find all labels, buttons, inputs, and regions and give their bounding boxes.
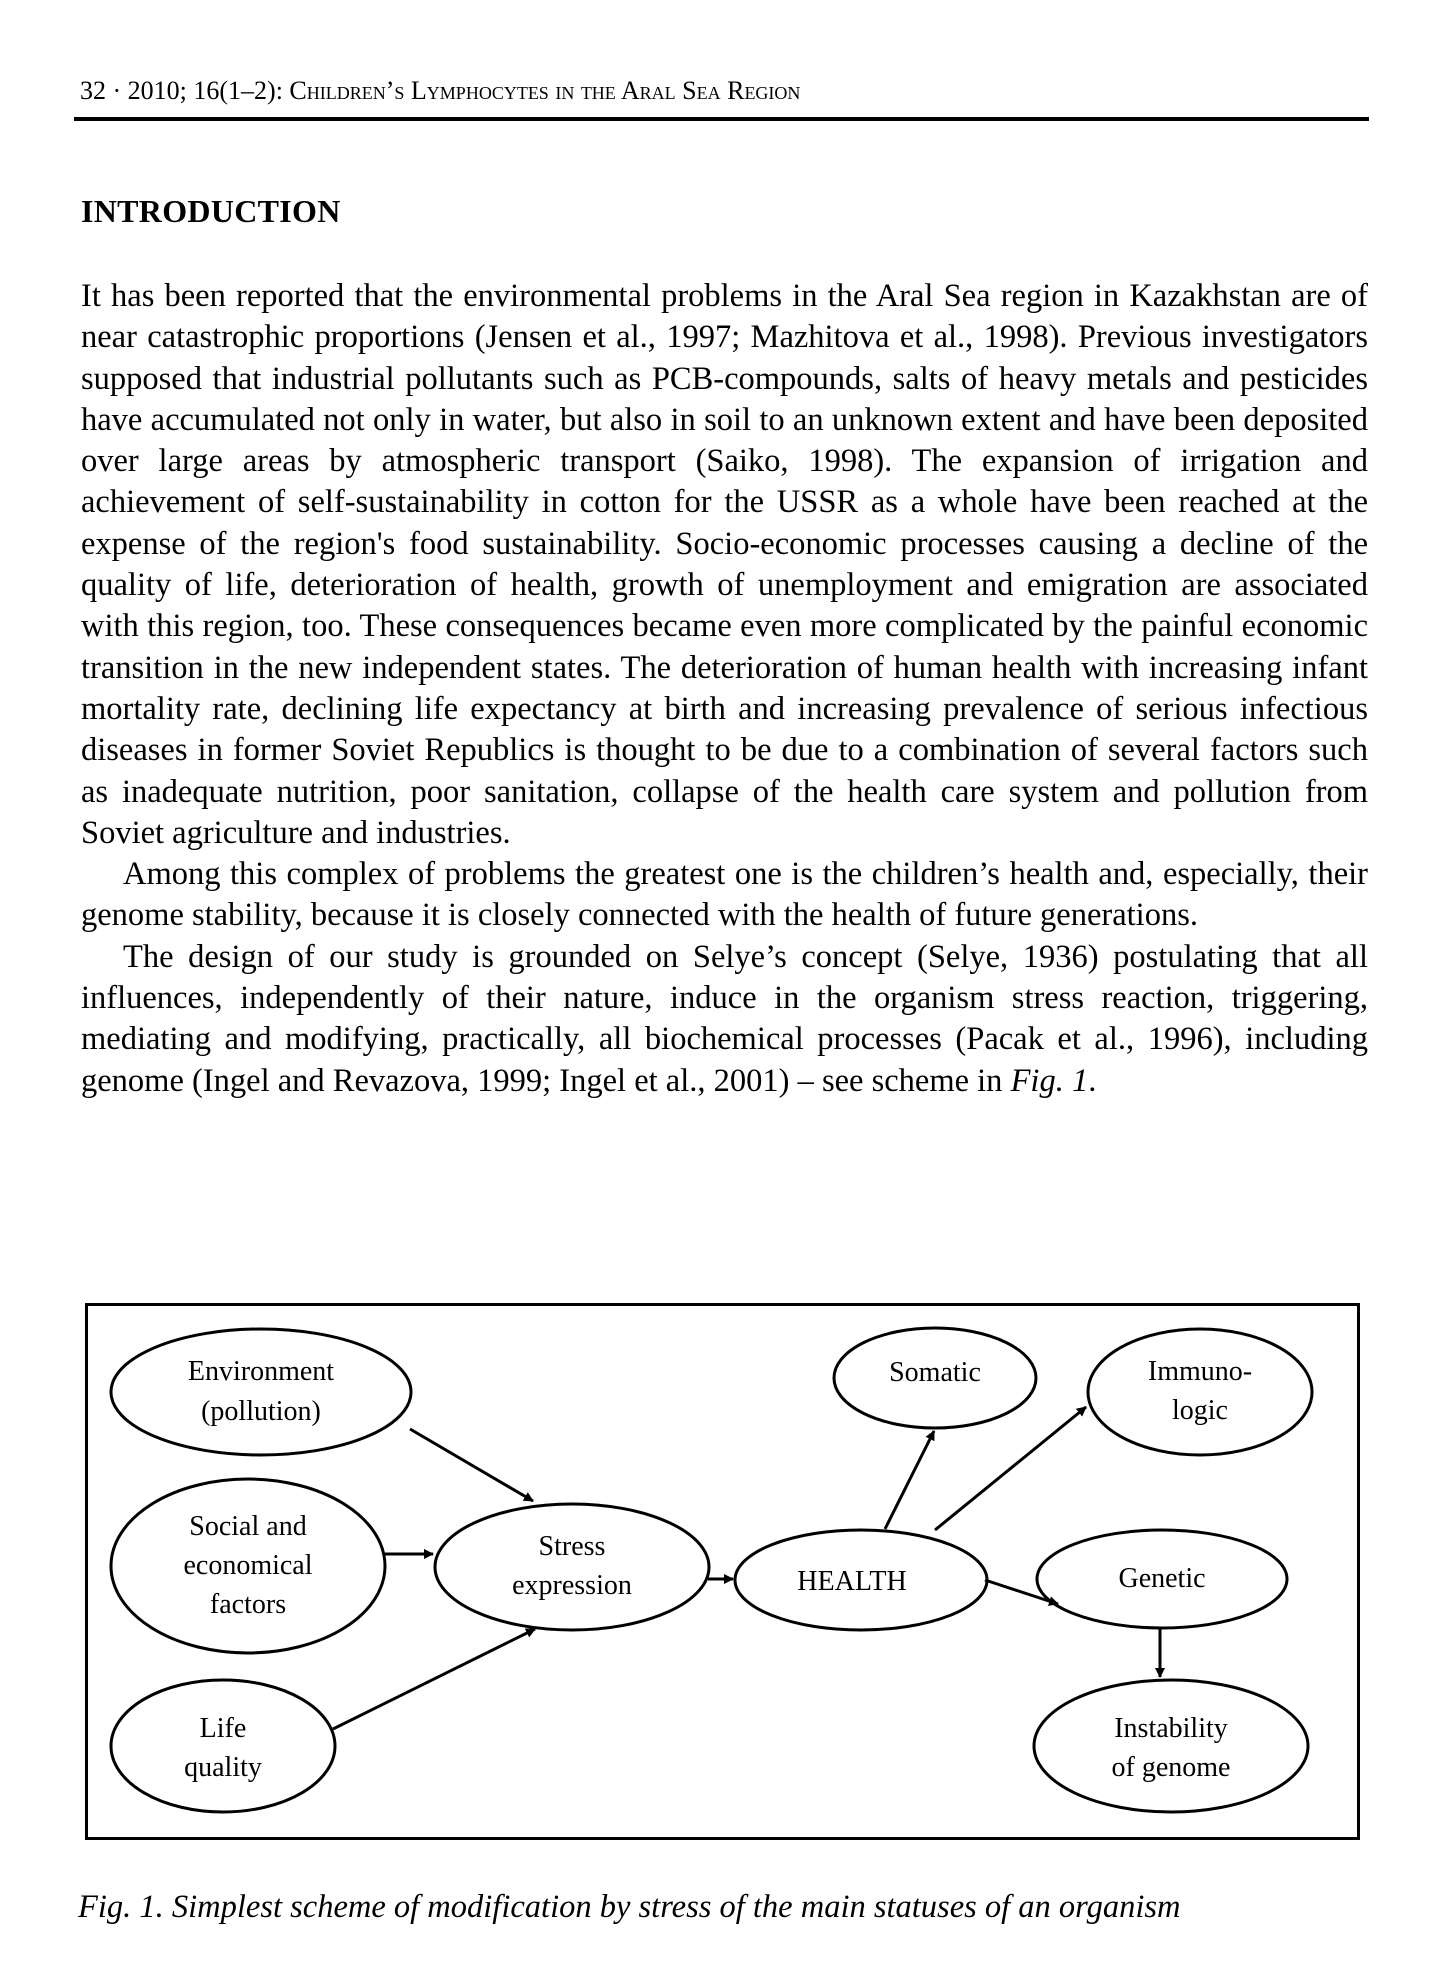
edge-environment-stress bbox=[410, 1429, 533, 1501]
label-social: Social and economical factors bbox=[183, 1511, 313, 1620]
edge-health-genetic bbox=[985, 1580, 1058, 1604]
paragraph-1: It has been reported that the environmental problems in the Aral Sea region in Kazakhstan are of near catastrophic proportions (Jensen et al., 1997; Mazhitova et al., 1998). Previous investigators supposed that industrial pollutants such as PCB-compounds, salts of heavy metals and pesticides have accumulated not only in water, but also in soil to an unknown extent and have been deposited over large areas by atmospheric transport (Saiko, 1998). The expansion of irrigation and achievement of self-sustainability in cotton for the USSR as a whole have been reached at the expense of the region's food sustainability. Socio-economic processes causing a decline of the quality of life, deterioration of health, growth of unemployment and emigration are associated with this region, too. These consequences became even more complicated by the painful economic transition in the new independent states. The deterioration of human health with increasing infant mortality rate, declining life expectancy at birth and increasing prevalence of serious infectious diseases in former Soviet Republics is thought to be due to a combination of several factors such as inadequate nutrition, poor sanitation, collapse of the health care system and pollution from Soviet agriculture and industries. bbox=[81, 278, 1368, 851]
node-immuno bbox=[1088, 1329, 1312, 1455]
node-stress bbox=[435, 1504, 709, 1630]
section-title: INTRODUCTION bbox=[81, 193, 341, 229]
label-environment: Environment (pollution) bbox=[187, 1356, 335, 1427]
figure-1 bbox=[85, 1303, 1360, 1840]
label-instability: Instability of genome bbox=[1111, 1713, 1231, 1783]
node-instability bbox=[1034, 1680, 1308, 1812]
figure-reference-link[interactable]: Fig. 1 bbox=[1010, 1062, 1089, 1099]
label-genetic: Genetic bbox=[1118, 1563, 1206, 1594]
figure-caption: Fig. 1. Simplest scheme of modification by stress of the main statuses of an organism bbox=[78, 1889, 1181, 1925]
edge-health-somatic bbox=[885, 1431, 934, 1529]
node-environment bbox=[111, 1329, 411, 1455]
running-head-title: Children’s Lymphocytes in the Aral Sea Region bbox=[289, 76, 801, 105]
paragraph-3-tail: . bbox=[1088, 1062, 1097, 1099]
paragraph-2: Among this complex of problems the greatest one is the children’s health and, especially, their genome stability, because it is closely connected with the health of future generations. bbox=[81, 856, 1368, 934]
edge-life-stress bbox=[333, 1629, 535, 1729]
running-head-prefix: 32 · 2010; 16(1–2): bbox=[80, 76, 290, 105]
label-immuno: Immuno-logic bbox=[1147, 1356, 1253, 1426]
label-life: Life quality bbox=[184, 1713, 262, 1783]
label-stress: Stress expression bbox=[512, 1531, 632, 1601]
label-somatic: Somatic bbox=[889, 1357, 981, 1388]
node-life bbox=[111, 1680, 335, 1812]
paragraph-3-text: The design of our study is grounded on Selye’s concept (Selye, 1936) postulating that all influences, independently of their nature, induce in the organism stress reaction, triggering, mediating and modifying, practically, all biochemical processes (Pacak et al., 1996), including genome (Ingel and Revazova, 1999; Ingel et al., 2001) – see scheme in bbox=[81, 938, 1368, 1099]
label-health: HEALTH bbox=[797, 1566, 907, 1597]
